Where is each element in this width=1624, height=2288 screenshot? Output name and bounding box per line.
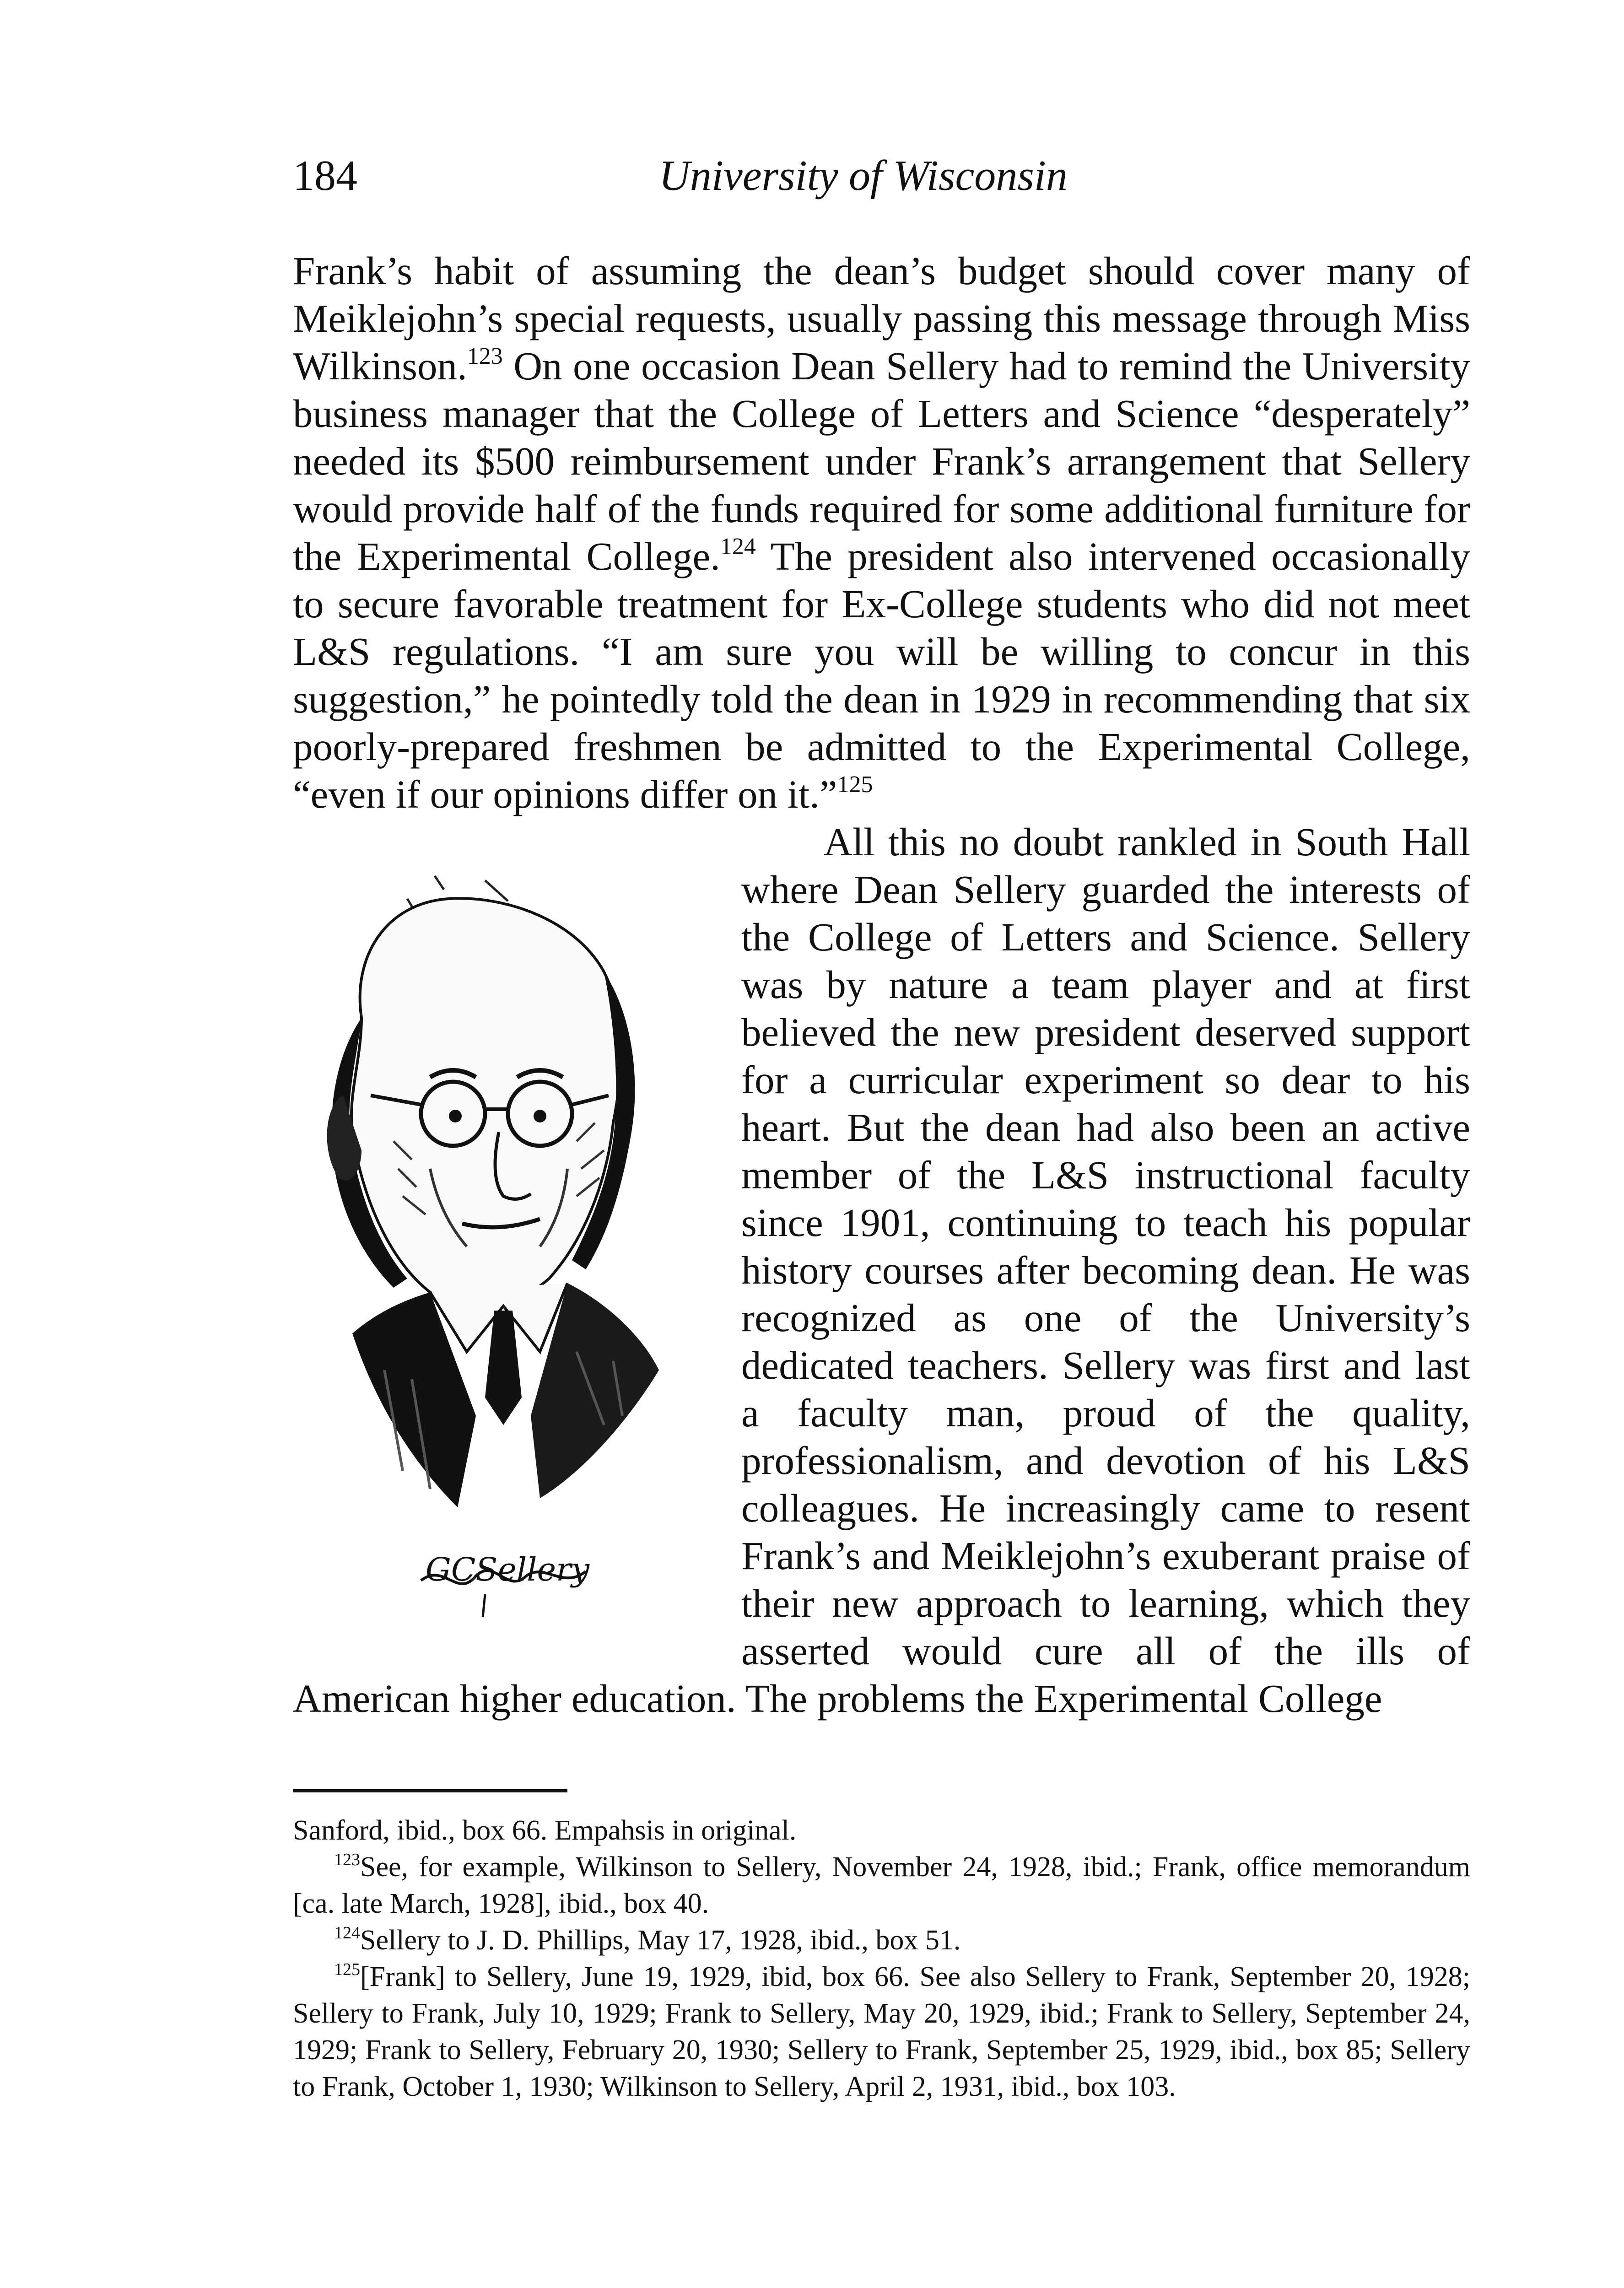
- portrait-sketch-image: [293, 821, 714, 1672]
- footnote-ref-123: 123: [467, 343, 503, 369]
- page-header: [293, 151, 1468, 206]
- footnotes: [293, 1812, 1470, 2105]
- footnote-ref-124: 124: [720, 534, 756, 560]
- footnote-ref-125: 125: [837, 772, 873, 798]
- sellery-portrait: [293, 821, 714, 1672]
- page-number: 184: [293, 152, 357, 200]
- footnote-divider: [293, 1789, 567, 1792]
- footnote-123: $^{123}$See, for example, Wilkinson to Sellery, November 24, 1928, ibid.; Frank, office memorandum [ca. late March, 1928], ibid., box 40.: [293, 1850, 1470, 1919]
- portrait-signature: GCSellery: [426, 1551, 590, 1588]
- footnote-125: $^{125}$[Frank] to Sellery, June 19, 1929, ibid, box 66. See also Sellery to Frank, September 20, 1928; Sellery to Frank, July 10, 1929; Frank to Sellery, May 20, 1929, ibid.; Frank to Sellery, September 24, 1929; Frank to Sellery, February 20, 1930; Sellery to Frank, September 25, 1929, ibid., box 85; Sellery to Frank, October 1, 1930; Wilkinson to Sellery, April 2, 1931, ibid., box 103.: [293, 1960, 1470, 2102]
- paragraph-2: All this no doubt rankled in South Hall where Dean Sellery guarded the interests of the College of Letters and Science. Sellery was by nature a team player and at first believed the new president deserved support for a curricular experiment so dear to his heart. But the dean had also been an active member of the L&S instructional faculty since 1901, continuing to teach his popular history courses after becoming dean. He was recognized as one of the University’s dedicated teachers. Sellery was first and last a faculty man, proud of the quality, professionalism, and devotion of his L&S colleagues. He increasingly came to resent Frank’s and Meiklejohn’s exuberant praise of their new approach to learning, which they asserted would cure all of the ills of American higher education. The problems the Experimental College: [293, 820, 1470, 1721]
- running-title: University of Wisconsin: [659, 152, 1068, 200]
- footnote-continued: Sanford, ibid., box 66. Empahsis in original.: [293, 1815, 797, 1846]
- paragraph-1: Frank’s habit of assuming the dean’s budget should cover many of Meiklejohn’s special requests, usually passing this message through Miss Wilkinson.$^{123}$ On one occasion Dean Sellery had to remind the University business manager that the College of Letters and Science “desperately” needed its $500 reimbursement under Frank’s arrangement that Sellery would provide half of the funds required for some additional furniture for the Experimental College.$^{124}$ The president also intervened occasionally to secure favorable treatment for Ex-College students who did not meet L&S regulations. “I am sure you will be willing to concur in this suggestion,” he pointedly told the dean in 1929 in recommending that six poorly-prepared freshmen be admitted to the Experimental College, “even if our opinions differ on it.”$^{125}$: [293, 248, 1471, 816]
- footnote-124: $^{124}$Sellery to J. D. Phillips, May 17, 1928, ibid., box 51.: [334, 1923, 961, 1956]
- body-text: [293, 247, 1470, 1722]
